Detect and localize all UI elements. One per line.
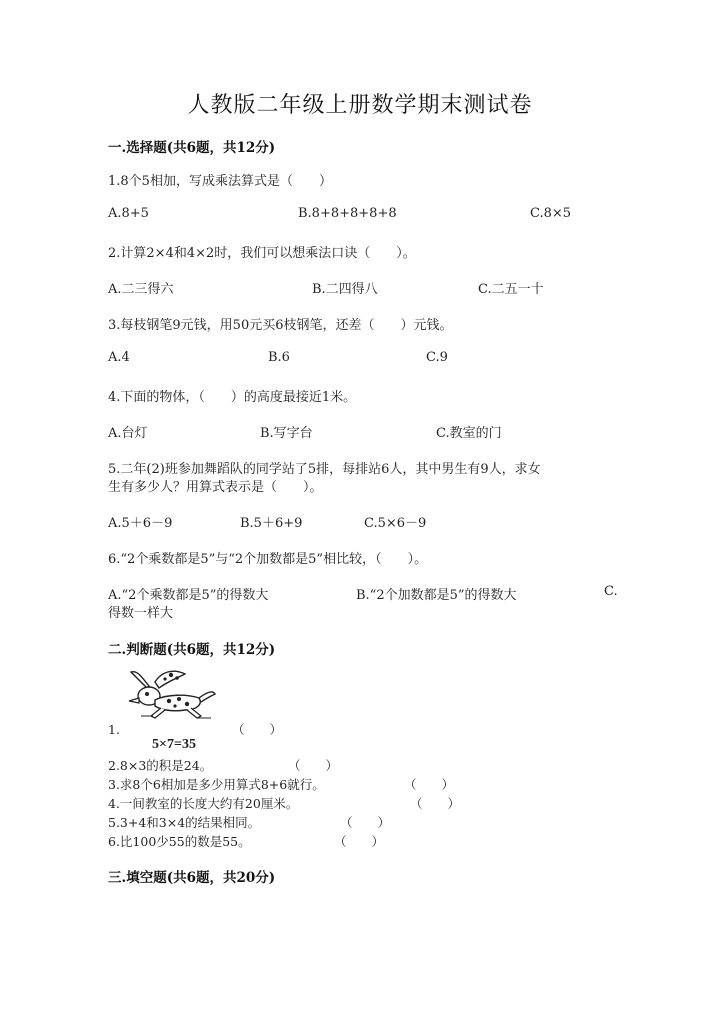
- judge-question-6: 6.比100少55的数是55。: [108, 834, 251, 849]
- option-b: B.5＋6+9: [240, 516, 303, 531]
- option-a: A.4: [108, 350, 130, 365]
- option-c: C.5×6－9: [364, 516, 427, 531]
- judge-question-1-number: 1.: [108, 722, 120, 737]
- question-6: 6.“2个乘数都是5”与“2个加数都是5”相比较，（ ）。: [108, 552, 428, 567]
- question-5-line-2: 生有多少人？用算式表示是（ ）。: [108, 480, 323, 495]
- option-a: A.“2个乘数都是5”的得数大: [108, 588, 269, 603]
- option-a: A.二三得六: [108, 282, 174, 297]
- section-heading-judge: 二.判断题(共6题，共12分): [108, 642, 276, 658]
- option-c-continued: 得数一样大: [108, 606, 174, 621]
- option-a: A.8+5: [108, 206, 149, 221]
- option-c: C.二五一十: [478, 282, 544, 297]
- formula-caption: 5×7=35: [152, 737, 196, 752]
- question-4: 4.下面的物体，（ ）的高度最接近1米。: [108, 390, 357, 405]
- answer-blank: （ ）: [340, 815, 391, 830]
- judge-question-4: 4.一间教室的长度大约有20厘米。: [108, 796, 299, 811]
- answer-blank: （ ）: [410, 796, 461, 811]
- option-b: B.写字台: [260, 426, 313, 441]
- section-heading-choice: 一.选择题(共6题，共12分): [108, 140, 276, 156]
- section-heading-fill: 三.填空题(共6题，共20分): [108, 870, 276, 886]
- option-b: B.二四得八: [312, 282, 378, 297]
- question-3: 3.每枝钢笔9元钱，用50元买6枝钢笔，还差（ ）元钱。: [108, 318, 453, 333]
- question-5-line-1: 5.二年(2)班参加舞蹈队的同学站了5排，每排站6人，其中男生有9人，求女: [108, 462, 541, 477]
- judge-question-3: 3.求8个6相加是多少用算式8+6就行。: [108, 777, 325, 792]
- option-b: B.8+8+8+8+8: [298, 206, 397, 221]
- option-c: C.: [604, 584, 618, 599]
- dog-illustration: [125, 668, 221, 726]
- option-b: B.6: [268, 350, 290, 365]
- option-a: A.5＋6－9: [108, 516, 173, 531]
- answer-blank: （ ）: [232, 722, 283, 737]
- answer-blank: （ ）: [288, 758, 339, 773]
- option-c: C.教室的门: [436, 426, 502, 441]
- answer-blank: （ ）: [334, 834, 385, 849]
- question-1: 1.8个5相加，写成乘法算式是（ ）: [108, 174, 332, 189]
- option-c: C.8×5: [530, 206, 572, 221]
- judge-question-5: 5.3+4和3×4的结果相同。: [108, 815, 261, 830]
- judge-question-2: 2.8×3的积是24。: [108, 758, 213, 773]
- page-title: 人教版二年级上册数学期末测试卷: [187, 93, 533, 118]
- option-b: B.“2个加数都是5”的得数大: [356, 588, 517, 603]
- answer-blank: （ ）: [404, 777, 455, 792]
- option-a: A.台灯: [108, 426, 148, 441]
- option-c: C.9: [426, 350, 448, 365]
- question-2: 2.计算2×4和4×2时，我们可以想乘法口诀（ ）。: [108, 246, 416, 261]
